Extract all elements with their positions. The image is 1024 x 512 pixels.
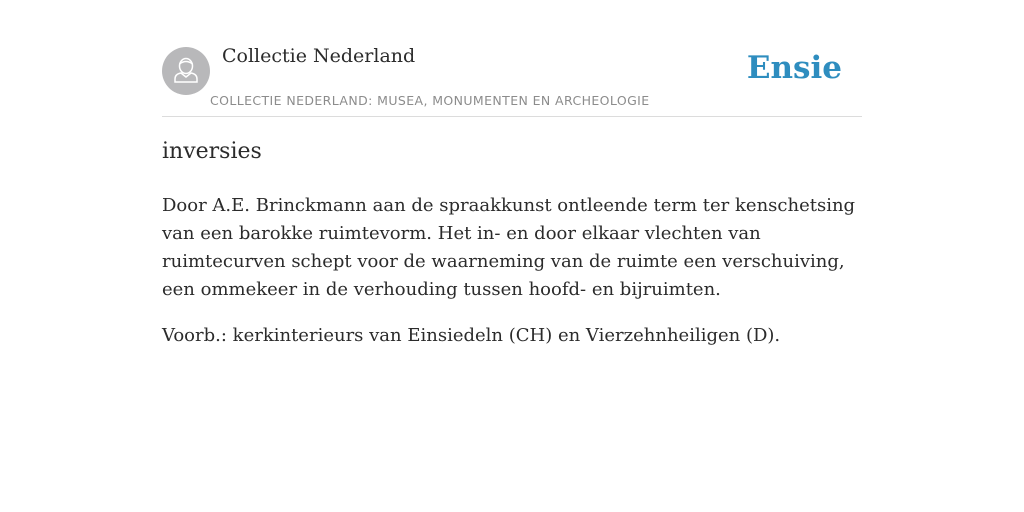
entry-body bbox=[162, 192, 866, 368]
person-outline-icon bbox=[162, 47, 210, 95]
author-name[interactable]: Collectie Nederland bbox=[222, 45, 416, 67]
entry-title: inversies bbox=[162, 139, 262, 164]
entry-header bbox=[162, 40, 862, 117]
source-label[interactable]: COLLECTIE NEDERLAND: MUSEA, MONUMENTEN EN ARCHEOLOGIE bbox=[210, 93, 650, 108]
entry-paragraph: Voorb.: kerkinterieurs van Einsiedeln (CH) en Vierzehnheiligen (D). bbox=[162, 325, 781, 346]
ensie-logo[interactable]: Ensie bbox=[746, 50, 842, 86]
entry-paragraph: Door A.E. Brinckmann aan de spraakkunst ontleende term ter kenschetsing van een barokke ruimtevorm. Het in- en door elkaar vlechten van ruimtecurven schept voor de waarneming van de ruimte een verschuiving, een ommekeer in de verhouding tussen hoofd- en bijruimten. bbox=[162, 195, 856, 300]
user-avatar-icon[interactable] bbox=[162, 47, 210, 95]
